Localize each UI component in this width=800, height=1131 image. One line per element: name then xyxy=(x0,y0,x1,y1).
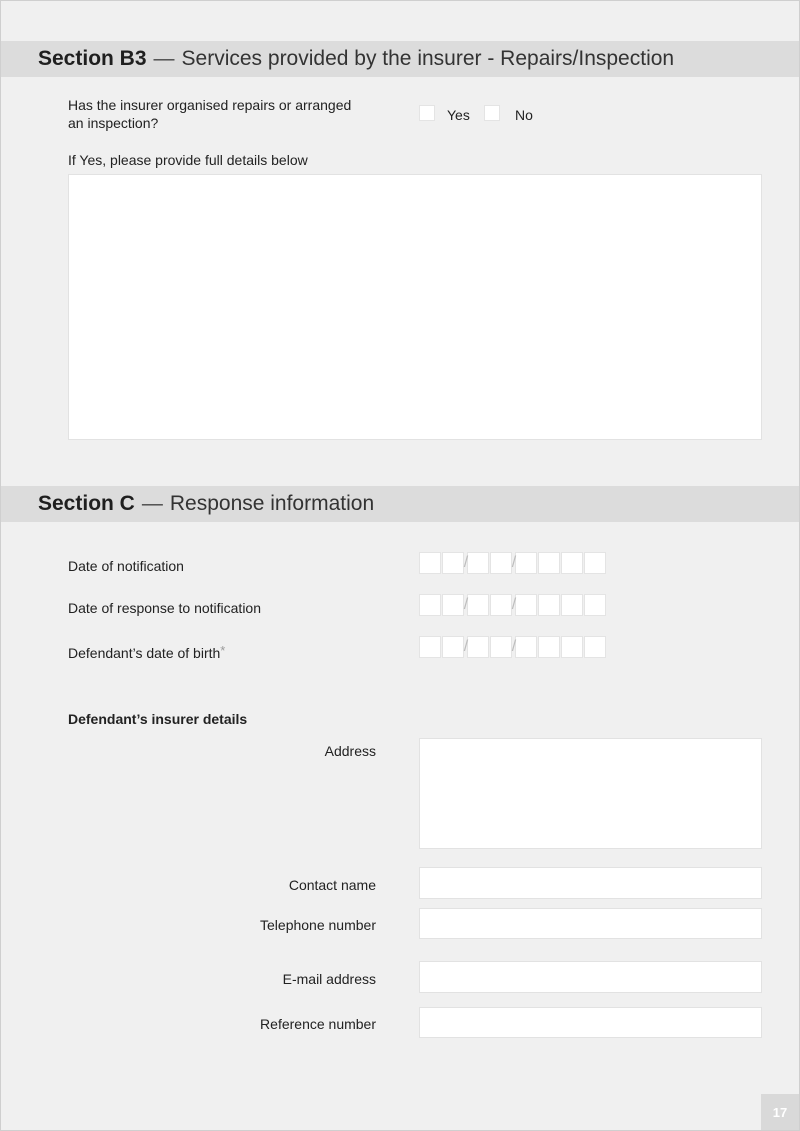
repairs-no-label: No xyxy=(515,107,533,123)
year-digit-3[interactable] xyxy=(561,552,583,574)
address-label: Address xyxy=(324,743,376,759)
section-c-dash: — xyxy=(141,492,163,515)
reference-number-field[interactable] xyxy=(419,1007,762,1038)
day-digit-1[interactable] xyxy=(419,552,441,574)
contact-name-field[interactable] xyxy=(419,867,762,899)
address-field[interactable] xyxy=(419,738,762,849)
date-of-notification-label: Date of notification xyxy=(68,558,184,574)
email-label: E-mail address xyxy=(282,971,376,987)
date-separator: / xyxy=(463,638,469,655)
email-field[interactable] xyxy=(419,961,762,993)
section-c-header xyxy=(1,486,799,522)
year-digit-4[interactable] xyxy=(584,594,606,616)
section-c-title: Response information xyxy=(169,492,375,515)
reference-number-label: Reference number xyxy=(260,1016,376,1032)
repairs-question xyxy=(68,96,351,132)
year-digit-3[interactable] xyxy=(561,636,583,658)
repairs-yes-label: Yes xyxy=(447,107,470,123)
date-of-response-input xyxy=(419,594,607,616)
section-c-number: Section C xyxy=(38,492,135,515)
details-label: If Yes, please provide full details below xyxy=(68,152,308,168)
year-digit-2[interactable] xyxy=(538,636,560,658)
date-of-response-label: Date of response to notification xyxy=(68,600,262,616)
date-separator: / xyxy=(511,638,517,655)
year-digit-4[interactable] xyxy=(584,636,606,658)
section-b3-number: Section B3 xyxy=(38,47,147,70)
required-marker: * xyxy=(220,643,226,658)
page-number: 17 xyxy=(761,1094,799,1130)
telephone-field[interactable] xyxy=(419,908,762,939)
date-separator: / xyxy=(511,596,517,613)
date-separator: / xyxy=(463,554,469,571)
date-of-notification-input xyxy=(419,552,607,574)
section-b3-header xyxy=(1,41,799,77)
day-digit-1[interactable] xyxy=(419,594,441,616)
repairs-no-checkbox[interactable] xyxy=(484,105,500,121)
telephone-label: Telephone number xyxy=(260,917,376,933)
date-separator: / xyxy=(511,554,517,571)
day-digit-1[interactable] xyxy=(419,636,441,658)
year-digit-2[interactable] xyxy=(538,552,560,574)
repairs-question-line1: Has the insurer organised repairs or arranged xyxy=(68,97,352,113)
year-digit-2[interactable] xyxy=(538,594,560,616)
repairs-yes-checkbox[interactable] xyxy=(419,105,435,121)
section-b3-dash: — xyxy=(153,47,175,70)
defendant-dob-label-text: Defendant’s date of birth xyxy=(68,645,221,661)
year-digit-3[interactable] xyxy=(561,594,583,616)
repairs-details-textarea[interactable] xyxy=(68,174,762,440)
date-separator: / xyxy=(463,596,469,613)
defendant-dob-input xyxy=(419,636,607,658)
contact-name-label: Contact name xyxy=(288,877,376,893)
repairs-question-line2: an inspection? xyxy=(68,115,159,131)
section-b3-title: Services provided by the insurer - Repairs/Inspection xyxy=(181,47,675,70)
insurer-details-heading: Defendant’s insurer details xyxy=(68,711,248,727)
year-digit-4[interactable] xyxy=(584,552,606,574)
defendant-dob-label xyxy=(68,642,225,662)
